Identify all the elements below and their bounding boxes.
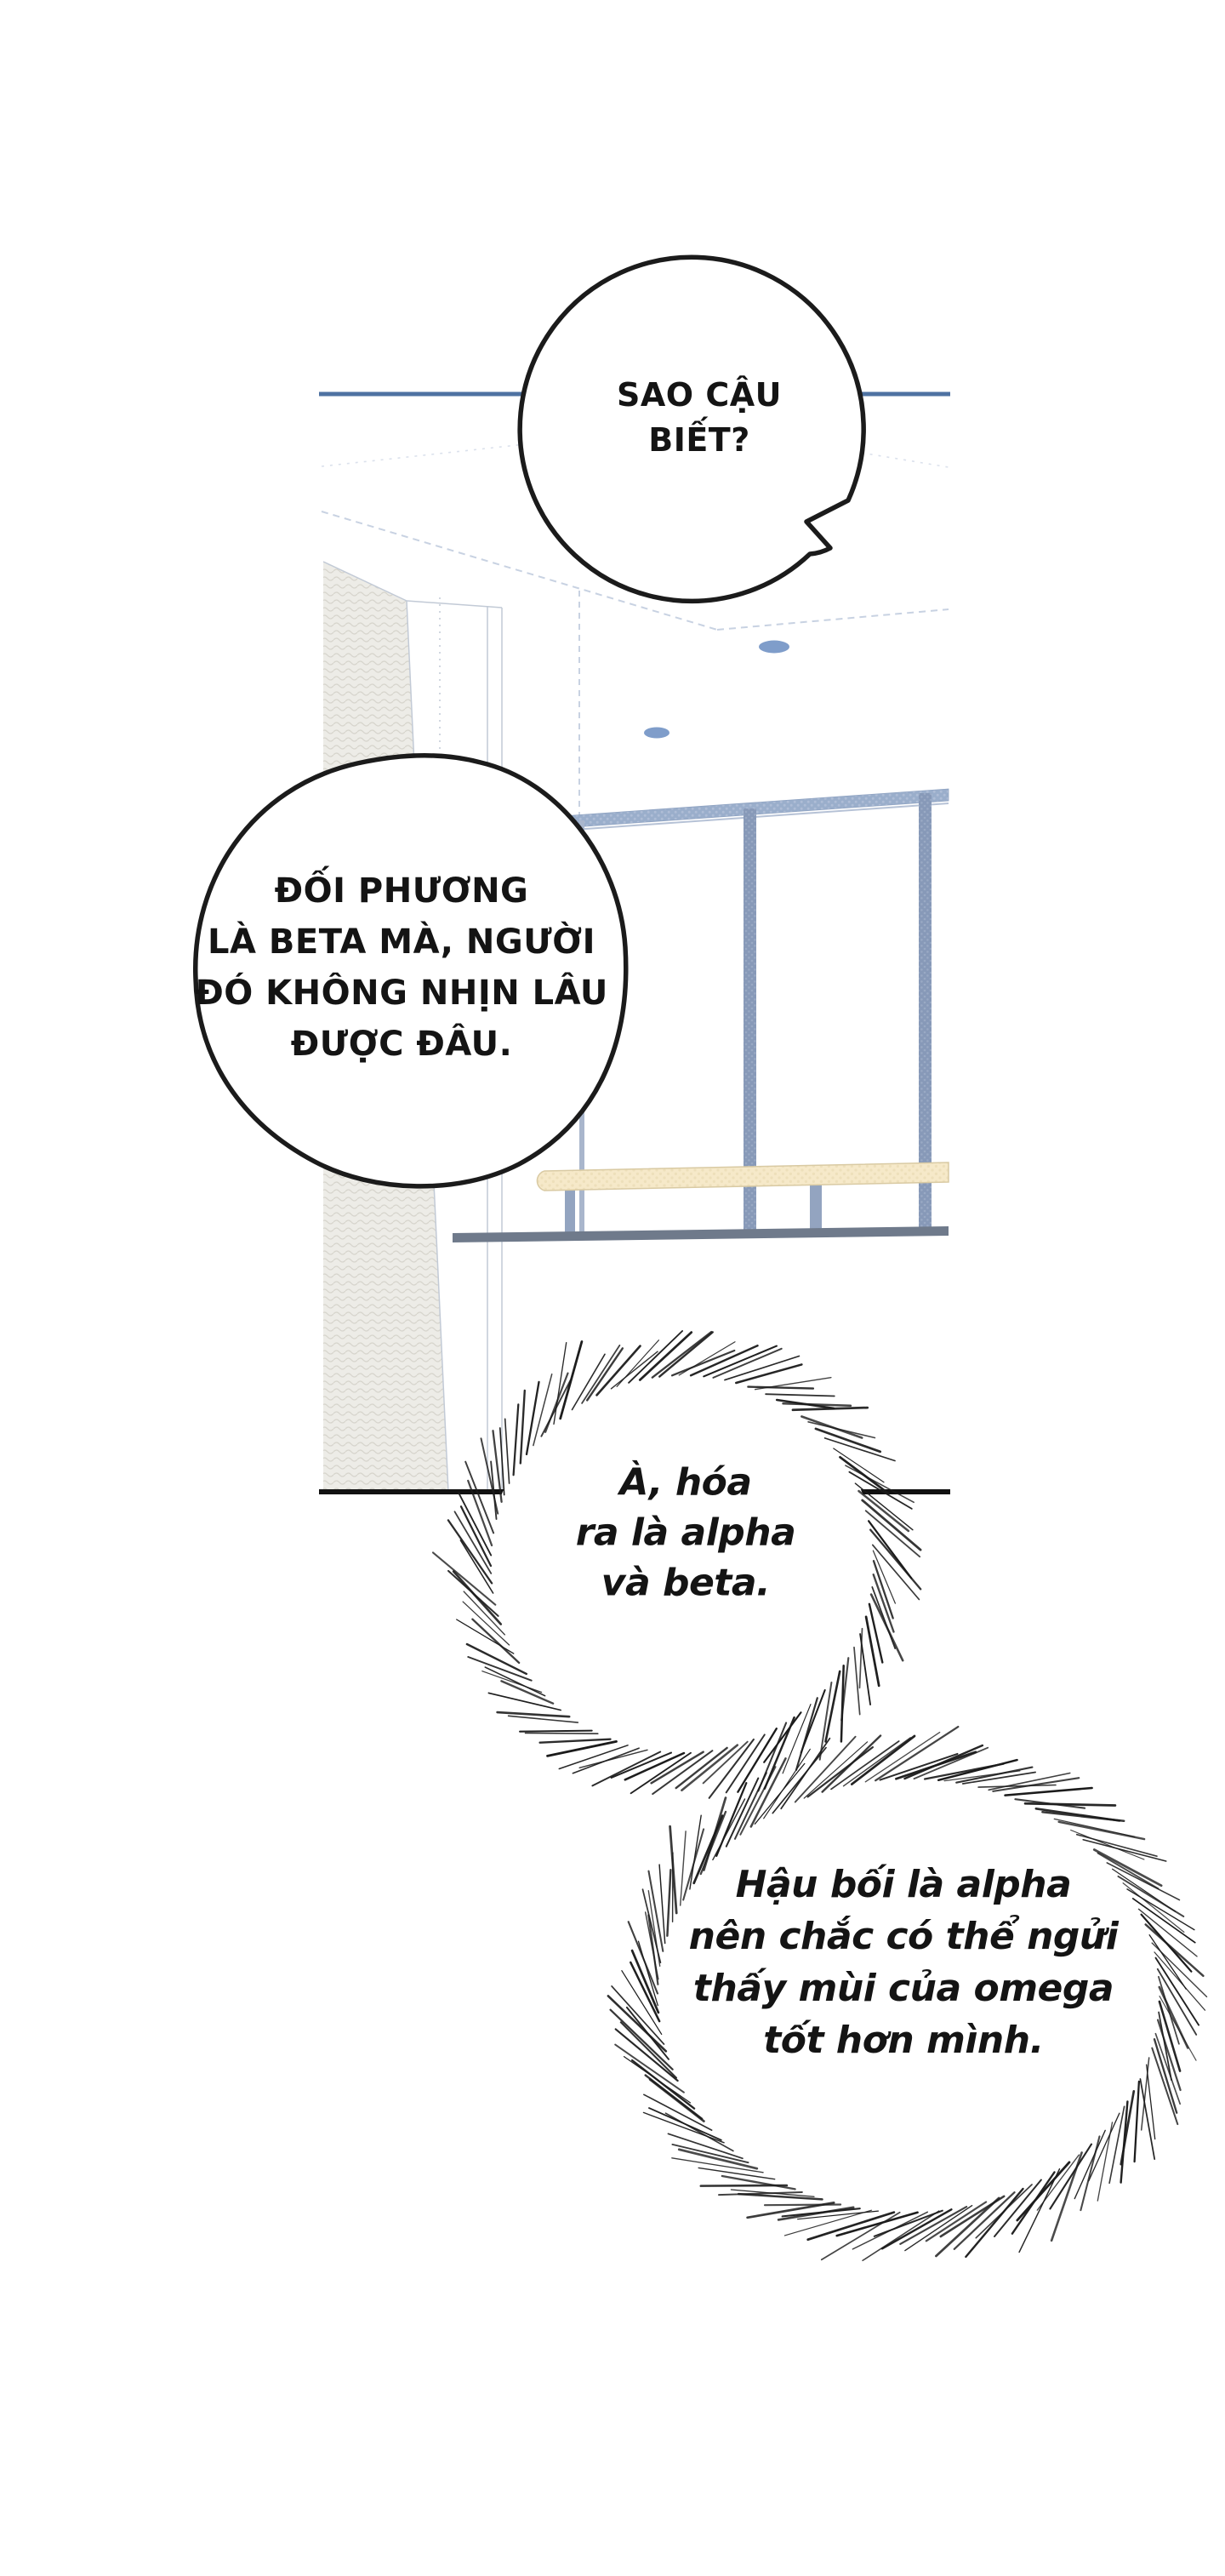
speech-line: ĐƯỢC ĐÂU. <box>290 1025 513 1064</box>
thought-spike <box>625 1753 684 1779</box>
thought-spike <box>905 1745 983 1779</box>
thought-line: À, hóa <box>619 1460 752 1505</box>
window-post-center <box>810 1179 822 1229</box>
speech-line: ĐỐI PHƯƠNG <box>274 871 529 911</box>
thought-spike <box>874 1561 893 1618</box>
thought-spike <box>793 1408 868 1410</box>
thought-spike <box>860 1634 870 1705</box>
ceiling-light-far <box>759 641 789 654</box>
thought-spike <box>871 1595 903 1661</box>
thought-line: ra là alpha <box>575 1511 796 1555</box>
window-post-left <box>565 1188 575 1237</box>
thought-spike <box>822 2213 900 2260</box>
thought-spike <box>548 1741 617 1756</box>
thought-spike <box>520 1731 592 1732</box>
thought-spike <box>870 1530 920 1590</box>
thought-spike <box>766 1394 835 1396</box>
ceiling-line-right <box>717 609 949 630</box>
speech-line: SAO CẬU <box>617 376 782 414</box>
thought-spike <box>1147 2065 1155 2139</box>
thought-spike <box>521 1391 525 1464</box>
balcony-bar <box>453 1226 949 1242</box>
thought-spike <box>1158 2020 1181 2090</box>
thought-line: thấy mùi của omega <box>692 1967 1114 2010</box>
thought-spike <box>701 2185 787 2186</box>
thought-line: Hậu bối là alpha <box>735 1863 1072 1906</box>
thought-spike <box>704 1346 777 1377</box>
thought-bubble-large-text <box>689 1859 1119 2066</box>
thought-spike <box>540 1739 611 1743</box>
thought-spike <box>433 1552 495 1604</box>
thought-spike <box>1025 1803 1115 1805</box>
thought-line: tốt hơn mình. <box>763 2019 1044 2062</box>
thought-spike <box>691 1345 757 1375</box>
speech-line: ĐÓ KHÔNG NHỊN LÂU <box>195 974 608 1013</box>
thought-spike <box>783 1403 852 1406</box>
thought-line: nên chắc có thể ngửi <box>688 1915 1119 1958</box>
thought-spike <box>1006 1788 1092 1796</box>
speech-line: LÀ BETA MÀ, NGƯỜI <box>208 922 595 962</box>
thought-spike <box>505 1419 510 1483</box>
speech-bubble-top-text <box>617 373 782 463</box>
ceiling-light-near <box>644 728 669 739</box>
thought-line: và beta. <box>601 1561 771 1605</box>
speech-bubble-left-text <box>195 865 608 1070</box>
speech-line: BIẾT? <box>648 421 750 459</box>
thought-spike <box>841 1665 844 1741</box>
balcony-handrail <box>537 1162 949 1191</box>
thought-bubble-small-text <box>576 1458 796 1608</box>
thought-spike <box>866 1617 879 1686</box>
thought-spike <box>854 1648 860 1715</box>
thought-spike <box>1154 1952 1205 2010</box>
